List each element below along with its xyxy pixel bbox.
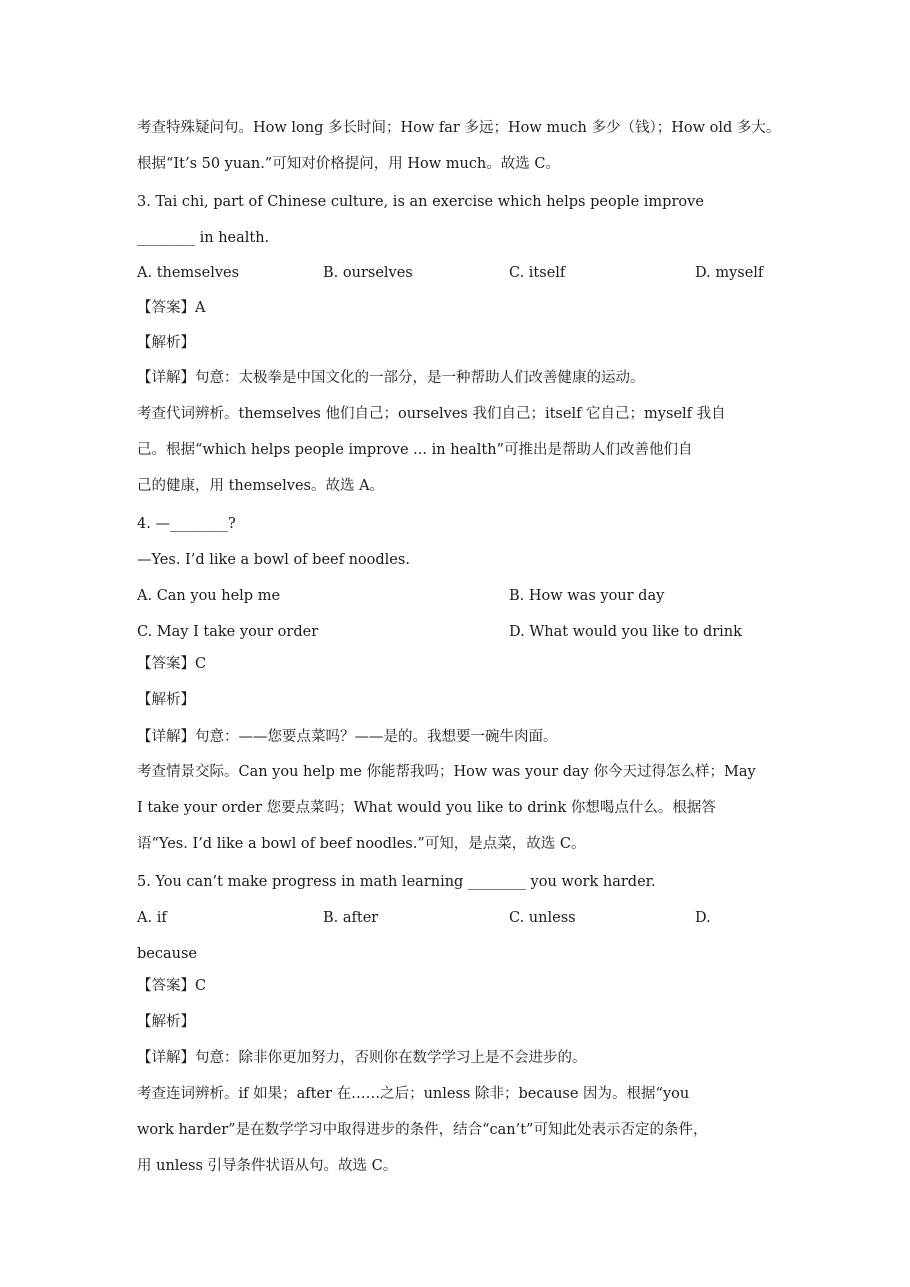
q5-option-a: A. if [137, 910, 167, 926]
q3-option-b: B. ourselves [323, 265, 413, 281]
q3-explain-1: 考查代词辨析。themselves 他们自己；ourselves 我们自己；itself 它自己；myself 我自 [137, 406, 726, 422]
q5-explain-1: 考查连词辨析。if 如果；after 在……之后；unless 除非；because 因为。根据“you [137, 1086, 690, 1102]
q3-detail: 【详解】句意：太极拳是中国文化的一部分，是一种帮助人们改善健康的运动。 [137, 370, 645, 386]
q5-explain-2: work harder”是在数学学习中取得进步的条件，结合“can’t”可知此处表示否定的条件， [137, 1122, 708, 1138]
q4-explain-3: 语“Yes. I’d like a bowl of beef noodles.”可知，是点菜，故选 C。 [137, 836, 586, 852]
q3-option-c: C. itself [509, 265, 566, 281]
q3-explain-3: 己的健康，用 themselves。故选 A。 [137, 478, 385, 494]
q4-option-c: C. May I take your order [137, 624, 319, 640]
q5-option-d: D. [695, 910, 711, 926]
q5-analysis-title: 【解析】 [137, 1014, 195, 1030]
q4-explain-1: 考查情景交际。Can you help me 你能帮我吗；How was your day 你今天过得怎么样；May [137, 764, 756, 780]
q4-detail: 【详解】句意：——您要点菜吗？——是的。我想要一碗牛肉面。 [137, 729, 558, 745]
q3-answer: 【答案】A [137, 300, 206, 316]
q5-option-d-wrap: because [137, 946, 197, 962]
q5-option-b: B. after [323, 910, 379, 926]
q4-reply: —Yes. I’d like a bowl of beef noodles. [137, 552, 410, 568]
q3-stem-line-1: 3. Tai chi, part of Chinese culture, is an exercise which helps people improve [137, 194, 704, 210]
q4-explain-2: I take your order 您要点菜吗；What would you like to drink 你想喝点什么。根据答 [137, 800, 716, 816]
q4-option-d: D. What would you like to drink [509, 624, 742, 640]
q4-stem-suffix: ? [227, 516, 236, 532]
q3-stem-tail: in health. [195, 230, 270, 246]
q3-blank: ________ [137, 230, 195, 246]
q5-answer: 【答案】C [137, 978, 207, 994]
q4-stem [137, 514, 236, 534]
q5-stem-suffix: you work harder. [525, 874, 656, 890]
q3-analysis-title: 【解析】 [137, 335, 195, 351]
q5-stem [137, 872, 656, 892]
q4-stem-prefix: 4. — [137, 516, 170, 532]
q4-analysis-title: 【解析】 [137, 692, 195, 708]
q5-stem-prefix: 5. You can’t make progress in math learning [137, 874, 468, 890]
q3-stem-line-2 [137, 228, 269, 248]
q5-explain-3: 用 unless 引导条件状语从句。故选 C。 [137, 1158, 398, 1174]
q4-answer: 【答案】C [137, 656, 207, 672]
q5-option-c: C. unless [509, 910, 576, 926]
q3-explain-2: 己。根据“which helps people improve ... in health”可推出是帮助人们改善他们自 [137, 442, 693, 458]
note-line-1: 考查特殊疑问句。How long 多长时间；How far 多远；How much 多少（钱）；How old 多大。 [137, 120, 781, 136]
q4-blank: ________ [169, 516, 228, 532]
q3-option-d: D. myself [695, 265, 764, 281]
q4-option-a: A. Can you help me [137, 588, 281, 604]
note-line-2: 根据“It’s 50 yuan.”可知对价格提问，用 How much。故选 C。 [137, 156, 560, 172]
q4-option-b: B. How was your day [509, 588, 665, 604]
q3-option-a: A. themselves [137, 265, 240, 281]
q5-detail: 【详解】句意：除非你更加努力，否则你在数学学习上是不会进步的。 [137, 1050, 587, 1066]
q5-blank: ________ [467, 874, 526, 890]
